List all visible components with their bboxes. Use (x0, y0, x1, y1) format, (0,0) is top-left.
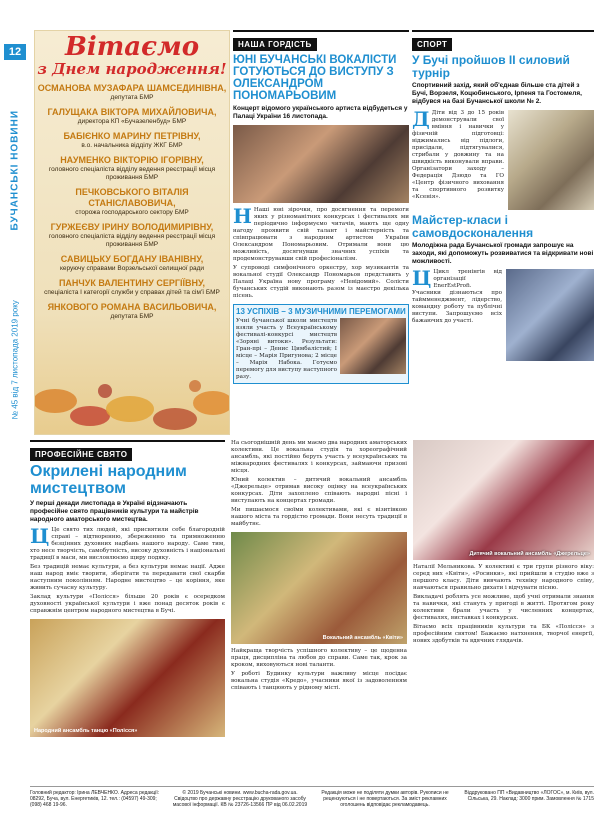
winners-title: 13 УСПІХІВ – 3 МУЗИЧНИМИ ПЕРЕМОГАМИ (236, 307, 406, 316)
drop-cap: Ц (412, 266, 432, 290)
article-paragraph: Діти від 3 до 15 років демонстрували свої вміння і навички у фізичній підготовці: віджимались від підлоги, присідали, підтягувалися, стрибали у довжину та на швидкість виконували вправи. Організатори заходу – Федерація Дзюдо та ГО «Центр фізичного виховання та спортивного розвитку «Ксенія». (412, 110, 504, 200)
person-name: САВИЦЬКУ БОГДАНУ ІВАНІВНУ, (60, 254, 204, 264)
person-name: ГАЛУЩАКА ВІКТОРА МИХАЙЛОВИЧА, (47, 107, 217, 117)
article-body (30, 524, 225, 562)
rubric-rule (412, 30, 594, 32)
article-title: У Бучі пройшов ІІ силовий турнір (412, 53, 570, 80)
article-paragraph: Заклад культури «Полісся» більше 20 років є осередком духовності української культури і вже понад десяток років є справжнім центром народного мистецтва в Бучі. (30, 594, 225, 614)
dance-ensemble-photo (30, 619, 225, 737)
workshop-photo (506, 269, 594, 361)
drop-cap: Д (412, 107, 430, 131)
person-position: депутата БМР (110, 94, 154, 101)
article-paragraph: Цикл тренінгів від організації EnerEstProfi. Учасники дізнаються про таймменеджмент, лідерство, командну роботу та публічні виступи. Запрошуємо всіх бажаючих до участі. (412, 269, 502, 324)
person-position: керуючу справами Ворзельської селищної ради (59, 265, 205, 272)
birthday-greetings (34, 30, 230, 435)
article-title: ЮНІ БУЧАНСЬКІ ВОКАЛІСТИ ГОТУЮТЬСЯ ДО ВИСТУПУ З ОЛЕКСАНДРОМ ПОНОМАРЬОВИМ (233, 54, 397, 102)
article-title: Окрилені народним мистецтвом (30, 463, 187, 497)
column-3 (413, 440, 594, 780)
list-item (35, 187, 229, 217)
article-body (233, 204, 409, 263)
article-body-2 (412, 266, 502, 361)
winners-box (233, 304, 409, 384)
autumn-leaves-decoration (35, 331, 230, 435)
rubric-label: ПРОФЕСІЙНЕ СВЯТО (30, 448, 132, 461)
list-item (35, 222, 229, 249)
person-name: ПАНЧУК ВАЛЕНТИНУ СЕРГІЇВНУ, (58, 278, 206, 288)
list-item (35, 278, 229, 297)
birthday-list (35, 83, 229, 321)
footer-registration: © 2019 Бучанські новини. www.bucha-rada.gov.ua. Свідоцтво про державну реєстрацію друкованого засобу масової інформації. КВ № 23726-13566 ПР від 06.02.2019 (172, 790, 308, 808)
photo-caption: Дитячий вокальний ансамбль «Джерельце» (469, 551, 590, 557)
dzherelce-ensemble-photo (413, 440, 594, 560)
article-paragraph: Юний колектив – дитячий вокальний ансамбль «Джерельце» отримав високу оцінку на всеукраїнських конкурсах. Діти захоплено співають народні пісні і виступають на концертах громади. (231, 477, 407, 504)
article-title-2: Майстер-класи і самовдосконалення (412, 213, 534, 240)
article-paragraph: У супроводі симфонічного оркестру, хор музикантів та вокальної студії Олександр Пономарьов представить у Палаці Україна нову програму «Невідомий». Солісти бучанських студій виконають разом із маестро декілька пісень. (233, 265, 409, 299)
rubric-label: СПОРТ (412, 38, 452, 51)
list-item (35, 302, 229, 321)
article-culture (30, 440, 594, 780)
person-position: сторожа господарського сектору БМР (75, 209, 189, 216)
rubric-label: НАША ГОРДІСТЬ (233, 38, 317, 51)
drop-cap: Ц (30, 524, 50, 548)
article-paragraph: У роботі Будинку культури важливу місце посідає вокальна студія «Кредо», учасники якої із задоволенням співають і танцюють у рідному місті. (231, 671, 407, 691)
issue-line: № 45 від 7 листопада 2019 року (10, 300, 20, 420)
person-name: ГУРЖЕЄВУ ІРИНУ ВОЛОДИМИРІВНУ, (50, 222, 214, 232)
person-position: в.о. начальника відділу ЖКГ БМР (81, 142, 183, 149)
article-body (412, 107, 504, 210)
article-paragraph: На сьогоднішній день ми маємо два народних аматорських колективи. Це вокальна студія та хореографічний ансамбль, які постійно беруть участь у всеукраїнських та міжнародних фестивалях і конкурсах, займаючи призові місця. (231, 440, 407, 474)
person-name: ПЕЧКОВСЬКОГО ВІТАЛІЯ СТАНІСЛАВОВИЧА, (75, 187, 189, 208)
person-name: ЯНКОВОГО РОМАНА ВАСИЛЬОВИЧА, (47, 302, 217, 312)
column-1 (30, 440, 225, 780)
article-paragraph: Наталії Мельникова. У колективі є три групи різного віку: серед них «Квіти», «Росинки», які прийшли в студію вже з першого класу. Діти вивчають техніку народного співу, навчаються правильно дихати і відчувати пісню. (413, 564, 594, 591)
side-strip (0, 0, 34, 435)
photo-caption: Вокальний ансамбль «Квіти» (322, 635, 403, 641)
kvity-ensemble-photo (231, 532, 407, 644)
drop-cap: Н (233, 204, 252, 228)
article-paragraph: Без традицій немає культури, а без культури немає нації. Адже наш народ вміє творити, зберігати та передавати свої скарби наступним поколінням. Народне мистецтво – це коріння, яке живить сучасну культуру. (30, 564, 225, 591)
article-paragraph: Вітаємо всіх працівників культури та БК «Полісся» з професійним святом! Бажаємо натхнення, творчої енергії, нових здобутків та вдячних глядачів. (413, 624, 594, 644)
person-position: директора КП «Бучазеленбуд» БМР (77, 118, 187, 125)
person-position: головного спеціаліста відділу ведення реєстрації місця проживання БМР (48, 233, 216, 248)
article-lead: Концерт відомого українського артиста відбудеться у Палаці України 16 листопада. (233, 105, 408, 120)
person-position: депутата БМР (110, 313, 154, 320)
person-position: головного спеціаліста відділу ведення реєстрації місця проживання БМР (48, 166, 216, 181)
imprint-footer (30, 786, 594, 828)
list-item (35, 155, 229, 182)
person-name: НАУМЕНКО ВІКТОРІЮ ІГОРІВНУ, (60, 155, 204, 165)
column-2 (231, 440, 407, 780)
list-item (35, 107, 229, 126)
page-number: 12 (4, 44, 26, 60)
article-paragraph: Наші юні зірочки, про досягнення та перемоги яких у різноманітних конкурсах і фестивалях ми періодично інформуємо читачів, мають ще одну нагоду проявити свій талант і майстерність та співпрацювати з народним артистом України Олександром Пономарьовим. Отримали вони цю можливість, досягнувши значних успіхів та продемонструвавши свій професіоналізм. (233, 207, 409, 262)
article-lead-2: Молодіжна рада Бучанської громади запрошує на заходи, які допоможуть розвиватися та відкривати нові можливості. (412, 242, 594, 265)
article-paragraph: Найкраща творчість успішного колективу – це щоденна праця, дисципліна та любов до справи. Саме так, крок за кроком, виховуються нові таланти. (231, 648, 407, 668)
brand-vertical: БУЧАНСЬКІ НОВИНИ (9, 109, 21, 231)
birthday-subtitle: з Днем народження! (37, 60, 227, 78)
list-item (35, 83, 229, 102)
article-lead: У перші декади листопада в Україні відзначають професійне свято працівників культури та майстрів народного аматорського мистецтва. (30, 500, 199, 523)
person-name: ОСМАНОВА МУЗАФАРА ШАМСЕДИНІВНА, (37, 83, 227, 93)
footer-printer: Віддруковано ПП «Видавництво «ЛОГОС», м. Київ, вул. Сільська, 29. Наклад: 3000 прим. Замовлення № 1715 (464, 790, 594, 802)
article-paragraph: Це свято тих людей, які присвятили себе благородній справі – відтворенню, збереженню та примноженню безцінних духовних надбань нашого народу. Саме тим, хто несе творчість, самобутність, високу духовність і національні традиції в маси, ми висловлюємо щиру подяку. (30, 527, 225, 561)
list-item (35, 131, 229, 150)
sport-photo (508, 110, 594, 210)
article-lead: Спортивний захід, який об'єднав більше ста дітей з Бучі, Ворзеля, Коцюбинського, Ірпеня та Гостомеля, відбувся на базі Бучанської школи № 2. (412, 82, 582, 105)
winners-photo (340, 318, 406, 374)
footer-disclaimer: Редакція може не поділяти думки авторів. Рукописи не рецензуються і не повертаються. За зміст рекламних оголошень відповідає рекламодавець. (321, 790, 449, 808)
birthday-title: Вітаємо (64, 32, 200, 62)
footer-editor: Головний редактор: Ірина ЛЕВЧЕНКО. Адреса редакції: 08292, Буча, вул. Енергетиків, 12. тел.: (04597) 49-309; (098) 468 19-96. (30, 790, 160, 808)
rubric-rule (30, 440, 225, 442)
article-sport (412, 30, 594, 450)
article-paragraph: Викладачі роблять усе можливе, щоб учні отримали знання та навички, які стануть у пригоді в житті. Протягом року колективи брали участь у численних концертах, фестивалях, виставках і конкурсах. (413, 594, 594, 621)
winners-text: Учні бучанської школи мистецтв взяли участь у Всеукраїнському фестивалі-конкурсі мистецтв «Зоряні витоки». Результати: Гран-прі – Денис Цимбалістий; І місце – Марія Пригунова; 2 місце – Марія Набока. Готуємо перемогу для виступу наступного разу. (236, 318, 337, 380)
rubric-rule (233, 30, 409, 32)
person-name: БАБІЄНКО МАРИНУ ПЕТРІВНУ, (63, 131, 201, 141)
list-item (35, 254, 229, 273)
person-position: спеціаліста І категорії служби у справах дітей та сім'ї БМР (44, 289, 220, 296)
article-paragraph: Ми пишаємося своїми колективами, які є візитівкою нашого міста та гордістю громади. Вони несуть традиції в майбутнє. (231, 507, 407, 527)
photo-caption: Народний ансамбль танцю «Полісся» (34, 728, 138, 734)
article-vocalists (233, 30, 409, 450)
group-photo (233, 125, 409, 203)
